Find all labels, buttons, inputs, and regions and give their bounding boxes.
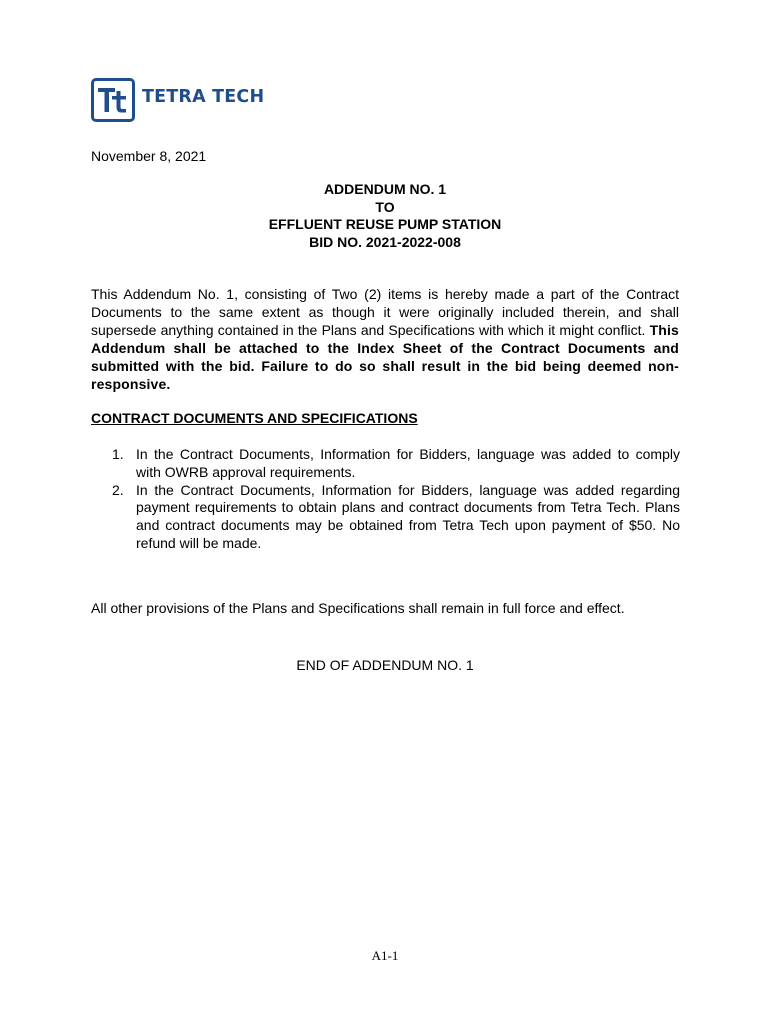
document-date: November 8, 2021: [91, 148, 207, 164]
intro-bold-notice: This Addendum shall be attached to the Index Sheet of the Contract Documents and submitted with the bid. Failure to do so shall result in the bid being deemed non-responsive.: [91, 322, 679, 392]
tetra-tech-logo-icon: [91, 78, 135, 122]
heading-line-project: EFFLUENT REUSE PUMP STATION: [268, 216, 502, 232]
list-item-number: 1.: [112, 446, 124, 462]
list-item: [112, 482, 680, 553]
company-logo: [91, 78, 264, 122]
addendum-items-list: [112, 446, 680, 553]
document-heading: [0, 181, 770, 251]
intro-text: This Addendum No. 1, consisting of Two (2) items is hereby made a part of the Contract Documents to the same extent as though it were originally included therein, and shall supersede anything contained in the Plans and Specifications with which it might conflict.: [91, 286, 679, 338]
list-item-text: In the Contract Documents, Information for Bidders, language was added to comply with OWRB approval requirements.: [136, 446, 680, 480]
list-item: [112, 446, 680, 482]
section-title: CONTRACT DOCUMENTS AND SPECIFICATIONS: [91, 410, 418, 426]
heading-line-to: TO: [375, 198, 395, 215]
end-of-addendum: END OF ADDENDUM NO. 1: [296, 657, 474, 673]
list-item-number: 2.: [112, 481, 124, 498]
page-number: A1-1: [371, 948, 399, 963]
list-item-text: In the Contract Documents, Information for Bidders, language was added regarding payment requirements to obtain plans and contract documents from Tetra Tech. Plans and contract documents may be obtained from Tetra Tech upon payment of $50. No refund will be made.: [136, 481, 680, 551]
heading-line-bid-number: BID NO. 2021-2022-008: [309, 233, 461, 250]
closing-statement: All other provisions of the Plans and Specifications shall remain in full force and effect.: [91, 600, 625, 616]
heading-line-addendum: ADDENDUM NO. 1: [323, 181, 447, 197]
company-name: TETRA TECH: [142, 87, 265, 107]
intro-paragraph: [91, 285, 679, 393]
